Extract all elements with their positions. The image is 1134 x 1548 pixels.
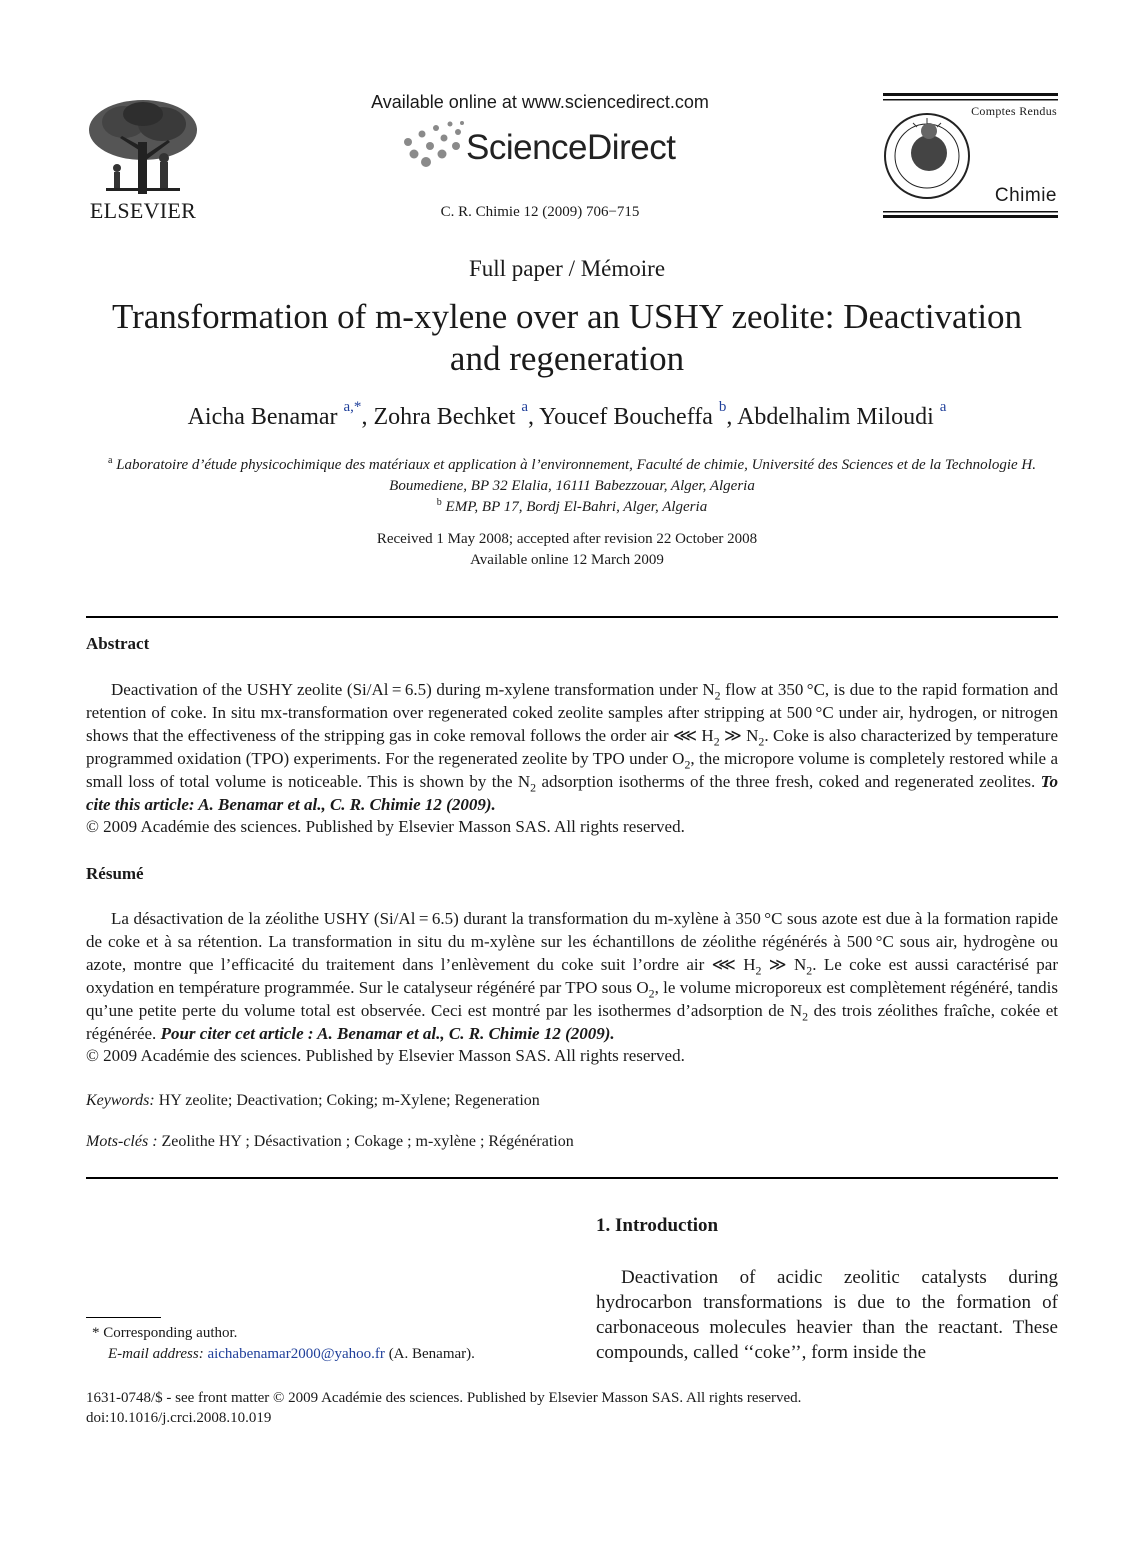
issn-line: 1631-0748/$ - see front matter © 2009 Académie des sciences. Published by Elsevier Masson SAS. All rights reserved. — [86, 1390, 802, 1406]
journal-name-top: Comptes Rendus — [971, 104, 1057, 118]
article-dates — [0, 529, 1134, 571]
abstract-copyright: © 2009 Académie des sciences. Published by Elsevier Masson SAS. All rights reserved. — [86, 817, 685, 837]
footnote — [92, 1323, 475, 1365]
doi-line[interactable]: doi:10.1016/j.crci.2008.10.019 — [86, 1410, 272, 1426]
author-name: Youcef Boucheffa — [539, 404, 713, 430]
affiliations — [86, 455, 1058, 518]
received-date: Received 1 May 2008; accepted after revision 22 October 2008 — [376, 531, 758, 547]
article-title: Transformation of m-xylene over an USHY zeolite: Deactivation and regeneration — [111, 297, 1023, 378]
resume-body: La désactivation de la zéolithe USHY (Si/Al = 6.5) durant la transformation du m-xylène à 350 °C sous azote est due à la formation rapide de coke et à sa rétention. La transformation in situ du m-xylène sur les échantillons de zéolithe régénérés à 500 °C sous air, hydrogène ou azote, montre que l’efficacité du traitement dans l’enlèvement du coke suit l’ordre air ⋘ $H_2$ ≫ $N_2$. Le coke est aussi caractérisé par oxydation en température programmée. Sur le catalyseur régénéré par TPO sous $O_2$, le volume microporeux est complètement régénéré, tandis qu’une petite perte du volume total est observée. Ceci est montré par les isothermes d’adsorption de $N_2$ des trois zéolithes fraîche, cokée et régénérée. Pour citer cet article : A. Benamar et al., C. R. Chimie 12 (2009). © 2009 Académie des sciences. Published by Elsevier Masson SAS. All rights reserved. — [86, 908, 1058, 1068]
introduction-body: Deactivation of acidic zeolitic catalysts during hydrocarbon transformations is due to the formation of carbonaceous molecules heavier than the reactant. These compounds, called ‘‘coke’’, form inside the — [596, 1267, 1058, 1363]
page-footer — [86, 1388, 801, 1428]
abstract-body: Deactivation of the USHY zeolite (Si/Al = 6.5) during m-xylene transformation under $N_2$ flow at 350 °C, is due to the rapid formation and retention of coke. In situ mx-transformation over regenerated coked zeolite samples after stripping at 500 °C under air, hydrogen, or nitrogen shows that the effectiveness of the stripping gas in coke removal follows the order air ⋘ $H_2$ ≫ $N_2$. Coke is also characterized by temperature programmed oxidation (TPO) experiments. For the regenerated zeolite by TPO under $O_2$, the micropore volume is completely restored while a small loss of total volume is noticeable. This is shown by the $N_2$ adsorption isotherms of the three fresh, coked and regenerated zeolites. To cite this article: A. Benamar et al., C. R. Chimie 12 (2009). © 2009 Académie des sciences. Published by Elsevier Masson SAS. All rights reserved. — [86, 679, 1058, 839]
sciencedirect-wordmark: ScienceDirect — [466, 128, 676, 167]
mots-cles-text: Zeolithe HY ; Désactivation ; Cokage ; m-xylène ; Régénération — [161, 1133, 574, 1150]
introduction-heading: 1. Introduction — [596, 1215, 719, 1236]
affiliation-a: $^a$ Laboratoire d’étude physicochimique des matériaux et application à l’environnement, Faculté de chimie, Université des Sciences et de la Technologie H. Boumediene, BP 32 Elalia, 16111 Babezzouar, Alger, Algeria — [108, 455, 1036, 494]
journal-citation: C. R. Chimie 12 (2009) 706−715 — [440, 204, 640, 220]
resume-copyright: © 2009 Académie des sciences. Published by Elsevier Masson SAS. All rights reserved. — [86, 1046, 685, 1066]
abstract-heading: Abstract — [86, 634, 150, 653]
email-note: E-mail address: aichabenamar2000@yahoo.fr (A. Benamar). — [108, 1346, 475, 1362]
footnote-divider — [86, 1317, 161, 1318]
author-affiliation-mark[interactable]: a — [939, 399, 947, 415]
keywords — [86, 1092, 1058, 1110]
corresponding-author-note: * Corresponding author. — [92, 1325, 238, 1341]
available-date: Available online 12 March 2009 — [470, 552, 664, 568]
bottom-divider — [86, 1177, 1058, 1179]
mots-cles — [86, 1133, 1058, 1151]
top-divider — [86, 616, 1058, 618]
author-affiliation-mark[interactable]: b — [718, 399, 727, 415]
author-name: Aicha Benamar — [187, 404, 338, 430]
resume-heading: Résumé — [86, 864, 144, 883]
mots-cles-label: Mots-clés : — [86, 1133, 158, 1150]
affiliation-b: $^b$ EMP, BP 17, Bordj El-Bahri, Alger, Algeria — [436, 497, 708, 515]
author-name: Zohra Bechket — [373, 404, 516, 430]
author-affiliation-mark[interactable]: a — [521, 399, 529, 415]
keywords-label: Keywords: — [86, 1092, 155, 1109]
available-online-text: Available online at www.sciencedirect.com — [371, 92, 709, 112]
email-link[interactable]: aichabenamar2000@yahoo.fr — [207, 1346, 385, 1362]
resume-cite: Pour citer cet article : A. Benamar et al., C. R. Chimie 12 (2009). — [160, 1023, 615, 1043]
author-list: Aicha Benamar $^{a,*}$, Zohra Bechket $^a$, Youcef Boucheffa $^b$, Abdelhalim Miloudi $^a$ — [187, 399, 947, 430]
publisher-name: ELSEVIER — [89, 198, 197, 223]
article-type: Full paper / Mémoire — [468, 256, 666, 281]
journal-name-bottom: Chimie — [994, 185, 1057, 206]
author-name: Abdelhalim Miloudi — [737, 404, 934, 430]
author-affiliation-mark[interactable]: a,* — [343, 399, 362, 415]
abstract-cite: To cite this article: A. Benamar et al., C. R. Chimie 12 (2009). — [86, 771, 1058, 814]
keywords-text: HY zeolite; Deactivation; Coking; m-Xylene; Regeneration — [158, 1092, 540, 1109]
